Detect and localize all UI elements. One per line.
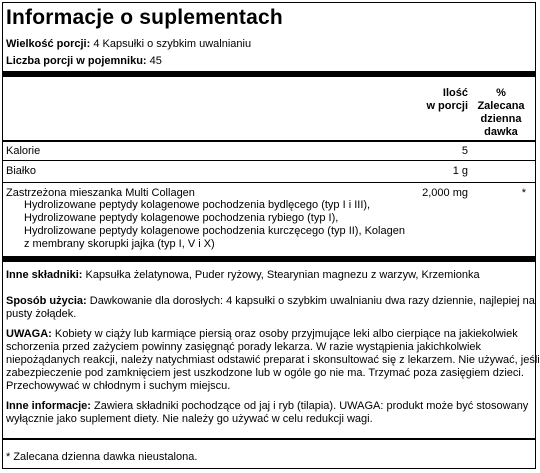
thick-divider bbox=[3, 71, 535, 77]
row-calories-amount: 5 bbox=[461, 145, 468, 157]
other-ingredients bbox=[6, 269, 480, 282]
daily-value-header: % Zalecana dzienna dawka bbox=[477, 87, 525, 138]
other-ingredients-text: Kapsułka żelatynowa, Puder ryżowy, Stearynian magnezu z warzyw, Krzemionka bbox=[85, 269, 480, 281]
other-ingredients-label: Inne składniki: bbox=[6, 269, 83, 281]
row-protein-amount: 1 g bbox=[452, 165, 468, 177]
blend-ingredient-list: Hydrolizowane peptydy kolagenowe pochodzenia bydlęcego (typ I i III), Hydrolizowane peptydy kolagenowe pochodzenia rybiego (typ I), Hydrolizowane peptydy kolagenowe pochodzenia kurczęcego (typ II), Kolagen z membrany skorupki jajka (typ I, V i X) bbox=[24, 199, 405, 250]
servings-per-container bbox=[6, 55, 162, 68]
footnote: * Zalecana dzienna dawka nieustalona. bbox=[6, 451, 198, 463]
serving-size-value: 4 Kapsułki o szybkim uwalnianiu bbox=[93, 38, 252, 50]
amount-per-serving-header: Ilość w porcji bbox=[426, 87, 468, 112]
blend-amount: 2,000 mg bbox=[422, 187, 468, 199]
usage-section: Sposób użycia: Dawkowanie dla dorosłych: 4 kapsułki o szybkim uwalnianiu dwa razy dziennie, najlepiej na pusty żołądek. bbox=[6, 295, 535, 320]
thick-divider bbox=[3, 256, 535, 262]
warning-label: UWAGA: bbox=[6, 328, 52, 340]
row-calories-name: Kalorie bbox=[6, 145, 41, 157]
serving-size-label: Wielkość porcji: bbox=[6, 38, 91, 50]
warning-section: UWAGA: Kobiety w ciąży lub karmiące piersią oraz osoby przyjmujące leki albo cierpiące na jakiekolwiek schorzenia przed zażyciem powinny zasięgnąć porady lekarza. W razie wystąpienia jakichkolwiek niepożądanych reakcji, należy natychmiast odstawić preparat i skonsultować się z lekarzem. Nie używać, jeśli zabezpieczenie pod zamknięciem jest uszkodzone lub w ogóle go nie ma. Trzymać poza zasięgiem dzieci. Przechowywać w chłodnym i suchym miejscu. bbox=[6, 328, 540, 392]
row-divider bbox=[3, 160, 535, 161]
blend-name: Zastrzeżona mieszanka Multi Collagen bbox=[6, 187, 195, 199]
servings-per-container-value: 45 bbox=[149, 55, 162, 67]
supplement-facts-panel bbox=[2, 2, 540, 469]
serving-size bbox=[6, 38, 251, 51]
header-divider bbox=[3, 140, 535, 142]
other-info-section: Inne informacje: Zawiera składniki pochodzące od jaj i ryb (tilapia). UWAGA: produkt może być stosowany wyłącznie jako suplement diety. Nie należy go używać w celu redukcji wagi. bbox=[6, 400, 529, 425]
servings-per-container-label: Liczba porcji w pojemniku: bbox=[6, 55, 147, 67]
other-info-label: Inne informacje: bbox=[6, 400, 91, 412]
blend-daily-value: * bbox=[521, 187, 526, 199]
usage-label: Sposób użycia: bbox=[6, 295, 87, 307]
row-divider bbox=[3, 182, 535, 183]
row-protein-name: Białko bbox=[6, 165, 36, 177]
footnote-divider bbox=[3, 438, 535, 440]
panel-title: Informacje o suplementach bbox=[6, 6, 283, 29]
